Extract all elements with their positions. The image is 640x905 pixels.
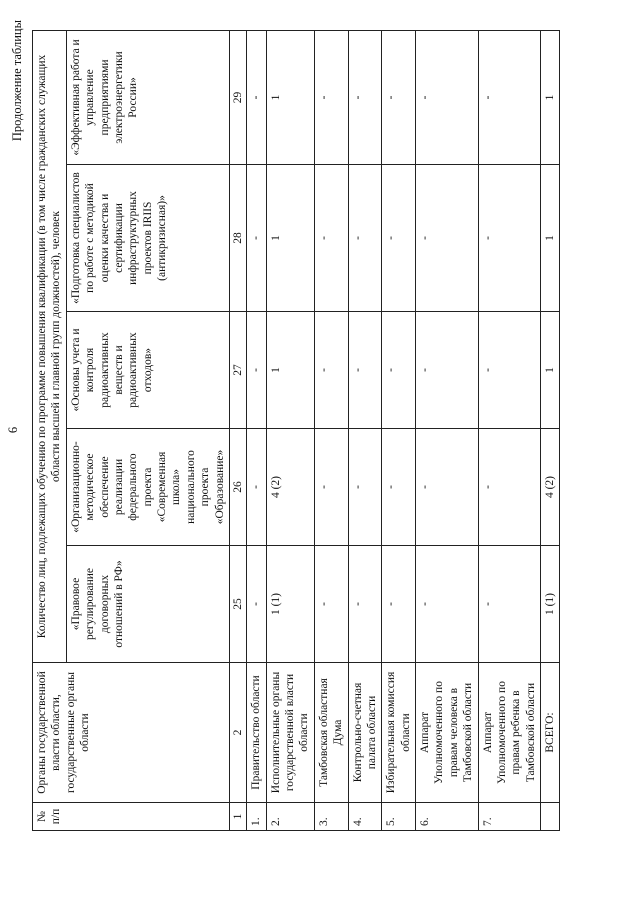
row-value: - (478, 165, 541, 312)
program-header: «Подготовка специалистов по работе с методикой оценки качества и сертификации инфраструктурных проектов IRIIS (антикризисная)» (66, 165, 229, 312)
row-number: 4. (348, 803, 382, 831)
row-value: 1 (1) (266, 546, 314, 663)
index-cell: 25 (229, 546, 246, 663)
total-value: 4 (2) (541, 429, 560, 546)
row-value: - (382, 429, 416, 546)
row-value: - (382, 30, 416, 164)
program-header: «Основы учета и контроля радиоактивных веществ и радиоактивных отходов» (66, 312, 229, 429)
row-number: 6. (416, 803, 479, 831)
row-value: - (382, 165, 416, 312)
index-cell: 28 (229, 165, 246, 312)
row-value: - (348, 165, 382, 312)
table-row (314, 30, 348, 830)
header-row (33, 30, 67, 830)
row-value: - (382, 546, 416, 663)
table-row (348, 30, 382, 830)
row-value: - (478, 546, 541, 663)
row-number: 3. (314, 803, 348, 831)
row-value: - (247, 312, 266, 429)
row-value: - (314, 429, 348, 546)
row-value: - (382, 312, 416, 429)
row-value: - (314, 165, 348, 312)
row-value: - (416, 312, 479, 429)
row-value: - (314, 546, 348, 663)
row-value: - (314, 30, 348, 164)
row-value: - (478, 429, 541, 546)
program-header: «Правовое регулирование договорных отношений в РФ» (66, 546, 229, 663)
row-value: 1 (266, 30, 314, 164)
row-value: - (348, 429, 382, 546)
table-row (478, 30, 541, 830)
page-number: 6 (6, 426, 20, 434)
program-header: «Эффективная работа и управление предприятиями электроэнергетики России» (66, 30, 229, 164)
header-org: Органы государственной власти области, государственные органы области (33, 663, 230, 803)
row-value: - (348, 312, 382, 429)
row-value: - (478, 312, 541, 429)
row-value: - (247, 165, 266, 312)
row-org: Исполнительные органы государственной власти области (266, 663, 314, 803)
total-value: 1 (1) (541, 546, 560, 663)
index-row (229, 30, 246, 830)
row-org: Контрольно-счетная палата области (348, 663, 382, 803)
table-row (382, 30, 416, 830)
row-value: - (348, 30, 382, 164)
row-value: - (478, 30, 541, 164)
total-value: 1 (541, 30, 560, 164)
row-number: 1. (247, 803, 266, 831)
total-row (541, 30, 560, 830)
row-value: 4 (2) (266, 429, 314, 546)
header-group: Количество лиц, подлежащих обучению по программе повышения квалификации (в том числе гражданских служащих области высшей и главной групп должностей), человек (33, 30, 67, 662)
total-value: 1 (541, 312, 560, 429)
row-value: - (314, 312, 348, 429)
table-row (266, 30, 314, 830)
row-org: Тамбовская областная Дума (314, 663, 348, 803)
index-cell: 2 (229, 663, 246, 803)
row-value: 1 (266, 312, 314, 429)
row-org: Избирательная комиссия области (382, 663, 416, 803)
row-org: Правительство области (247, 663, 266, 803)
row-value: - (416, 546, 479, 663)
row-value: - (247, 30, 266, 164)
total-value: 1 (541, 165, 560, 312)
index-cell: 27 (229, 312, 246, 429)
row-org: Аппарат Уполномоченного по правам человека в Тамбовской области (416, 663, 479, 803)
total-empty-cell (541, 803, 560, 831)
program-header: «Организационно-методическое обеспечение реализации федерального проекта «Современная школа» национального проекта «Образование» (66, 429, 229, 546)
training-table (32, 30, 560, 831)
table-row (247, 30, 266, 830)
index-cell: 29 (229, 30, 246, 164)
total-label: ВСЕГО: (541, 663, 560, 803)
continuation-label: Продолжение таблицы (10, 20, 24, 142)
row-value: - (348, 546, 382, 663)
row-number: 5. (382, 803, 416, 831)
row-value: - (247, 429, 266, 546)
header-no: № п/п (33, 803, 230, 831)
row-value: 1 (266, 165, 314, 312)
row-org: Аппарат Уполномоченного по правам ребенка в Тамбовской области (478, 663, 541, 803)
row-value: - (416, 165, 479, 312)
row-value: - (247, 546, 266, 663)
row-value: - (416, 30, 479, 164)
index-cell: 1 (229, 803, 246, 831)
row-value: - (416, 429, 479, 546)
index-cell: 26 (229, 429, 246, 546)
row-number: 2. (266, 803, 314, 831)
row-number: 7. (478, 803, 541, 831)
table-row (416, 30, 479, 830)
